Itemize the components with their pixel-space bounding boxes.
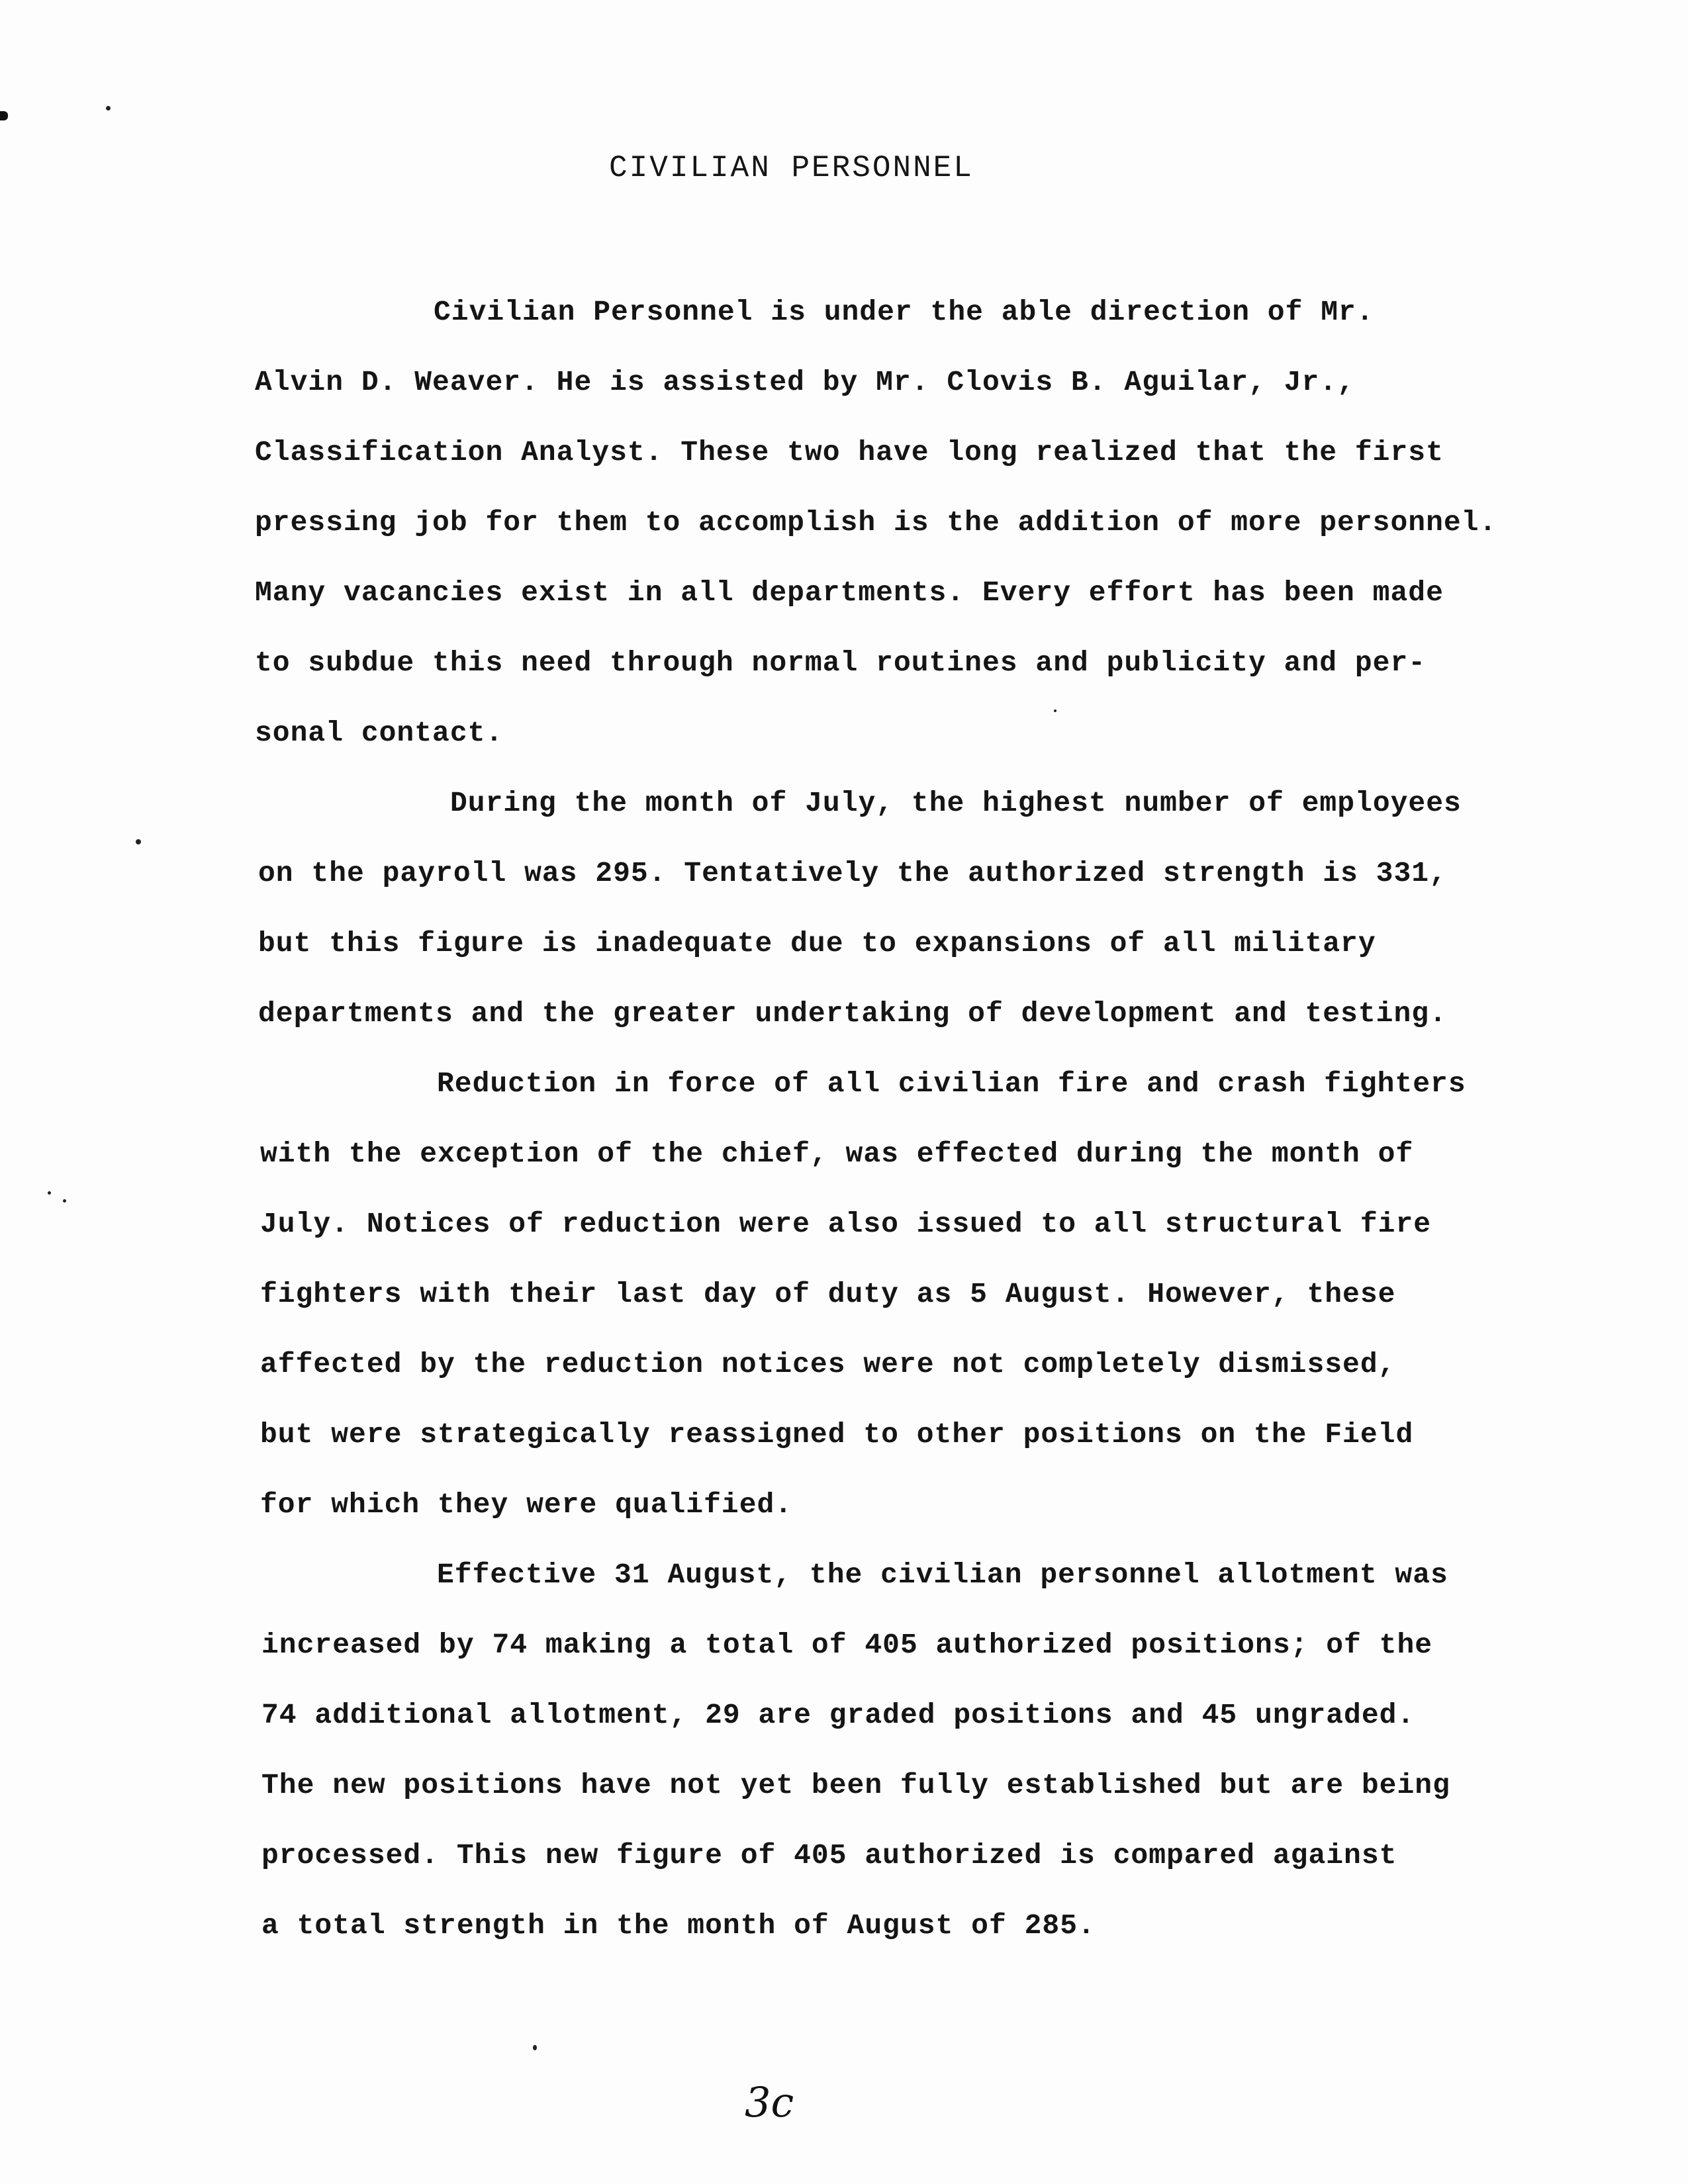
paragraph-line: Effective 31 August, the civilian personnel allotment was [437,1559,1448,1591]
scan-speck [48,1191,51,1195]
paragraph-line: Reduction in force of all civilian fire and crash fighters [437,1068,1466,1100]
paragraph-line: fighters with their last day of duty as 5 August. However, these [260,1278,1396,1310]
scan-edge-mark [0,111,8,120]
paragraph-line: affected by the reduction notices were not completely dismissed, [260,1348,1396,1381]
paragraph-line: During the month of July, the highest number of employees [450,787,1462,819]
scan-speck [533,2045,537,2050]
paragraph-line: on the payroll was 295. Tentatively the authorized strength is 331, [258,857,1447,889]
paragraph-line: sonal contact. [255,717,504,749]
page-number: 3c [745,2078,794,2126]
paragraph-line: for which they were qualified. [260,1488,793,1521]
paragraph-line: processed. This new figure of 405 authorized is compared against [261,1839,1397,1872]
paragraph-line: increased by 74 making a total of 405 authorized positions; of the [261,1629,1433,1661]
scan-speck [106,106,111,111]
paragraph-line: with the exception of the chief, was effected during the month of [260,1138,1414,1170]
scan-speck [136,839,141,844]
paragraph-line: Alvin D. Weaver. He is assisted by Mr. Clovis B. Aguilar, Jr., [255,366,1355,398]
paragraph-line: 74 additional allotment, 29 are graded positions and 45 ungraded. [261,1699,1415,1731]
paragraph-line: a total strength in the month of August of 285. [261,1909,1096,1942]
paragraph-line: The new positions have not yet been fully established but are being [261,1769,1450,1801]
paragraph-line: Classification Analyst. These two have long realized that the first [255,436,1444,469]
paragraph-line: departments and the greater undertaking of development and testing. [258,997,1447,1030]
paragraph-line: but were strategically reassigned to other positions on the Field [260,1418,1414,1451]
scan-speck [63,1199,66,1203]
paragraph-line: to subdue this need through normal routines and publicity and per- [255,647,1427,679]
paragraph-line: Civilian Personnel is under the able direction of Mr. [434,296,1374,328]
paragraph-line: but this figure is inadequate due to expansions of all military [258,927,1376,960]
paragraph-line: Many vacancies exist in all departments. Every effort has been made [255,576,1444,609]
scan-speck [1054,709,1056,712]
paragraph-line: July. Notices of reduction were also issued to all structural fire [260,1208,1432,1240]
page-title: CIVILIAN PERSONNEL [609,151,974,185]
paragraph-line: pressing job for them to accomplish is the addition of more personnel. [255,506,1497,539]
